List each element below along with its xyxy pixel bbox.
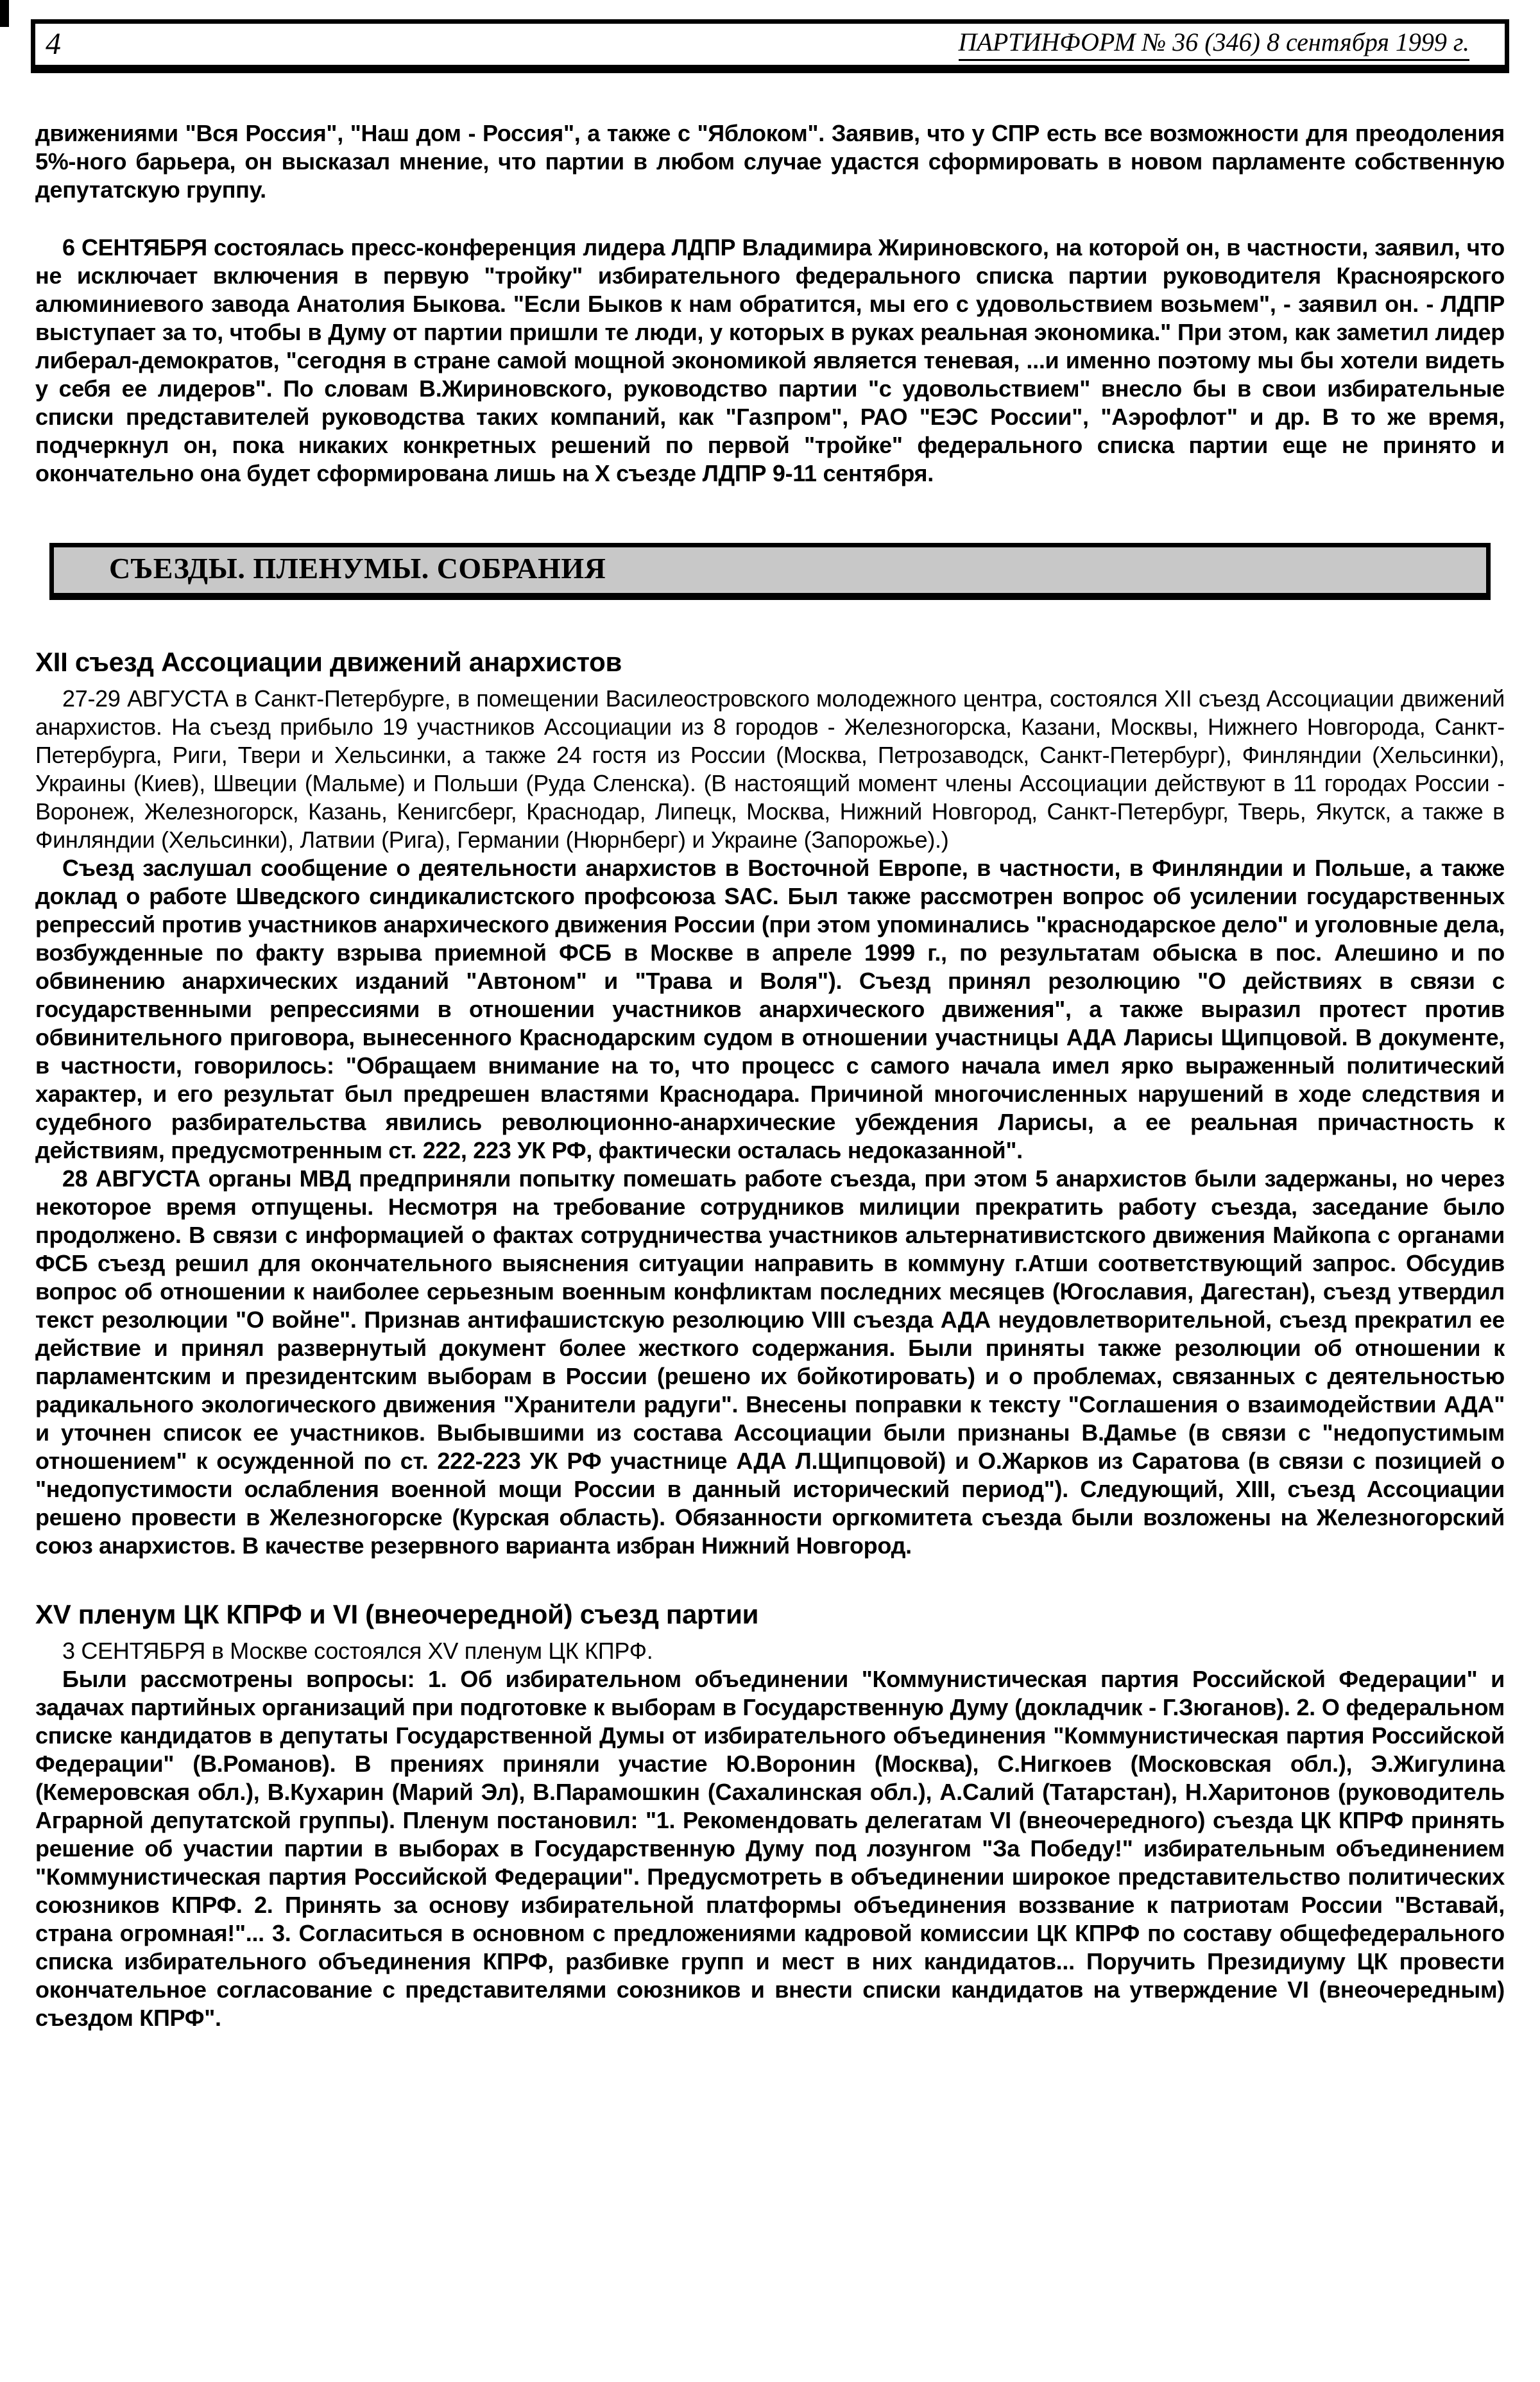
section-banner <box>49 543 1491 600</box>
paragraph-kprf-plenum-date: 3 СЕНТЯБРЯ в Москве состоялся XV пленум ЦК КПРФ. <box>62 1637 653 1664</box>
paragraph-anarchist-congress-august28: 28 АВГУСТА органы МВД предприняли попытку помешать работе съезда, при этом 5 анархистов были задержаны, но через некоторое время отпущены. Несмотря на требование сотрудников милиции прекратить работу съезда, заседание было продолжено. В связи с информацией о фактах сотрудничества участников альтернативистского движения Майкопа с органами ФСБ съезд решил для окончательного выяснения ситуации направить в коммуну г.Атши соответствующий запрос. Обсудив вопрос об отношении к наиболее серьезным военным конфликтам последних месяцев (Югославия, Дагестан), съезд утвердил текст резолюции "О войне". Признав антифашистскую резолюцию VIII съезда АДА неудовлетворительной, съезд прекратил ее действие и принял развернутый документ более жесткого содержания. Были приняты также резолюции об отношении к парламентским и президентским выборам в России (решено их бойкотировать) и о проблемах, связанных с деятельностью радикального экологического движения "Хранители радуги". Внесены поправки к тексту "Соглашения о взаимодействии АДА" и уточнен список ее участников. Выбывшими из состава Ассоциации были признаны В.Дамье (в связи с "недопустимым отношением" к осужденной по ст. 222-223 УК РФ участнице АДА Л.Щипцовой) и О.Жарков из Саратова (в связи с позицией о "недопустимости ослабления военной мощи России в данный исторический период"). Следующий, XIII, съезд Ассоциации решено провести в Железногорске (Курская область). Обязанности оргкомитета съезда были возложены на Железногорский союз анархистов. В качестве резервного варианта избран Нижний Новгород. <box>35 1165 1505 1559</box>
paragraph-anarchist-congress-overview: 27-29 АВГУСТА в Санкт-Петербурге, в помещении Василеостровского молодежного центра, состоялся XII съезд Ассоциации движений анархистов. На съезд прибыло 19 участников Ассоциации из 8 городов - Железногорска, Казани, Москвы, Нижнего Новгорода, Санкт-Петербурга, Риги, Твери и Хельсинки, а также 24 гостя из России (Москва, Петрозаводск, Санкт-Петербург), Финляндии (Хельсинки), Украины (Киев), Швеции (Мальме) и Польши (Руда Сленска). (В настоящий момент члены Ассоциации действуют в 11 городах России - Воронеж, Железногорск, Казань, Кенигсберг, Краснодар, Липецк, Москва, Нижний Новгород, Санкт-Петербург, Тверь, Якутск, а также в Финляндии (Хельсинки), Латвии (Рига), Германии (Нюрнберг) и Украине (Запорожье).) <box>35 685 1505 853</box>
paragraph-kprf-plenum-agenda: Были рассмотрены вопросы: 1. Об избирательном объединении "Коммунистическая партия Российской Федерации" и задачах партийных организаций при подготовке к выборам в Государственную Думу (докладчик - Г.Зюганов). 2. О федеральном списке кандидатов в депутаты Государственной Думы от избирательного объединения "Коммунистическая партия Российской Федерации" (В.Романов). В прениях приняли участие Ю.Воронин (Москва), С.Нигкоев (Московская обл.), Э.Жигулина (Кемеровская обл.), В.Кухарин (Марий Эл), В.Парамошкин (Сахалинская обл.), А.Салий (Татарстан), Н.Харитонов (руководитель Аграрной депутатской группы). Пленум постановил: "1. Рекомендовать делегатам VI (внеочередного) съезда ЦК КПРФ принять решение об участии партии в выборах в Государственную Думу под лозунгом "За Победу!" избирательным объединением "Коммунистическая партия Российской Федерации". Предусмотреть в объединении широкое представительство политических союзников КПРФ. 2. Принять за основу избирательной платформы объединения воззвание к патриотам России "Вставай, страна огромная!"... 3. Согласиться в основном с предложениями кадровой комиссии ЦК КПРФ по составу общефедерального списка избирательного объединения КПРФ, разбивке групп и мест в них кандидатов... Поручить Президиуму ЦК провести окончательное согласование с представителями союзников и внести списки кандидатов на утверждение VI (внеочередным) съездом КПРФ". <box>35 1665 1505 2031</box>
newsletter-title: ПАРТИНФОРМ № 36 (346) 8 сентября 1999 г. <box>959 28 1469 61</box>
page-body <box>0 73 1540 2032</box>
page-number: 4 <box>46 27 61 61</box>
article-heading-kprf-plenum: XV пленум ЦК КПРФ и VI (внеочередной) съезд партии <box>35 1598 759 1629</box>
paragraph-continuation-spr: движениями "Вся Россия", "Наш дом - Россия", а также с "Яблоком". Заявив, что у СПР есть все возможности для преодоления 5%-ного барьера, он высказал мнение, что партии в любом случае удастся сформировать в новом парламенте собственную депутатскую группу. <box>35 120 1505 203</box>
paragraph-ldpr-press-conference: 6 СЕНТЯБРЯ состоялась пресс-конференция лидера ЛДПР Владимира Жириновского, на которой он, в частности, заявил, что не исключает включения в первую "тройку" избирательного федерального списка партии руководителя Красноярского алюминиевого завода Анатолия Быкова. "Если Быков к нам обратится, мы его с удовольствием возьмем", - заявил он. - ЛДПР выступает за то, чтобы в Думу от партии пришли те люди, у которых в руках реальная экономика." При этом, как заметил лидер либерал-демократов, "сегодня в стране самой мощной экономикой является теневая, ...и именно поэтому мы бы хотели видеть у себя ее лидеров". По словам В.Жириновского, руководство партии "с удовольствием" внесло бы в свои избирательные списки представителей руководства таких компаний, как "Газпром", РАО "ЕЭС России", "Аэрофлот" и др. В то же время, подчеркнул он, пока никаких конкретных решений по первой "тройке" федерального списка партии еще не принято и окончательно она будет сформирована лишь на X съезде ЛДПР 9-11 сентября. <box>35 234 1505 486</box>
scan-edge-artifact <box>0 0 9 27</box>
page-header <box>31 19 1509 73</box>
section-title: СЪЕЗДЫ. ПЛЕНУМЫ. СОБРАНИЯ <box>109 552 606 585</box>
article-heading-anarchist-congress: XII съезд Ассоциации движений анархистов <box>35 646 622 677</box>
paragraph-anarchist-congress-resolutions: Съезд заслушал сообщение о деятельности анархистов в Восточной Европе, в частности, в Финляндии и Польше, а также доклад о работе Шведского синдикалистского профсоюза SAC. Был также рассмотрен вопрос об усилении государственных репрессий против участников анархического движения России (при этом упоминались "краснодарское дело" и уголовные дела, возбужденные по факту взрыва приемной ФСБ в Москве в апреле 1999 г., по результатам обыска в пос. Алешино и по обвинению анархических изданий "Автоном" и "Трава и Воля"). Съезд принял резолюцию "О действиях в связи с государственными репрессиями в отношении участников анархического движения", а также выразил протест против обвинительного приговора, вынесенного Краснодарским судом в отношении участницы АДА Ларисы Щипцовой. В документе, в частности, говорилось: "Обращаем внимание на то, что процесс с самого начала имел ярко выраженный политический характер, и его результат был предрешен властями Краснодара. Причиной многочисленных нарушений в ходе следствия и судебного разбирательства явились революционно-анархические убеждения Ларисы, а ее реальная причастность к действиям, предусмотренным ст. 222, 223 УК РФ, фактически осталась недоказанной". <box>35 854 1505 1163</box>
